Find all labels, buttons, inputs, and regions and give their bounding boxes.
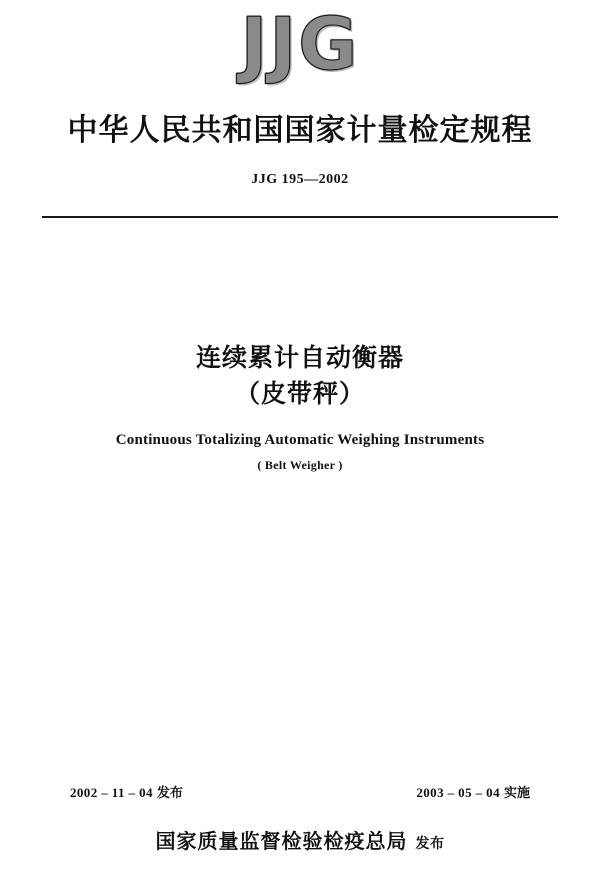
english-title: Continuous Totalizing Automatic Weighing Instruments: [115, 432, 485, 448]
national-standard-title: 中华人民共和国国家计量检定规程: [67, 113, 533, 148]
jjg-logo-text: JJG: [237, 8, 364, 80]
dates-row: [70, 782, 530, 801]
issuer-verb: 发布: [415, 836, 445, 852]
english-subtitle: ( Belt Weigher ): [257, 458, 343, 472]
effective-date: [416, 782, 530, 801]
effective-date-label: 实施: [503, 786, 530, 801]
subject-title-block: [0, 340, 600, 413]
effective-date-value: 2003 – 05 – 04: [416, 785, 500, 800]
issuer-name: 国家质量监督检验检疫总局: [155, 829, 408, 853]
issue-date-value: 2002 – 11 – 04: [70, 785, 153, 800]
issuer-block: [0, 825, 600, 854]
subject-title-main: 连续累计自动衡器: [195, 343, 404, 372]
issue-date-label: 发布: [156, 786, 183, 801]
header-divider: [42, 216, 558, 218]
issue-date: [70, 782, 183, 801]
subject-title-sub: （皮带秤）: [234, 379, 365, 409]
jjg-logo: [0, 2, 600, 86]
standard-number: JJG 195—2002: [251, 172, 349, 187]
